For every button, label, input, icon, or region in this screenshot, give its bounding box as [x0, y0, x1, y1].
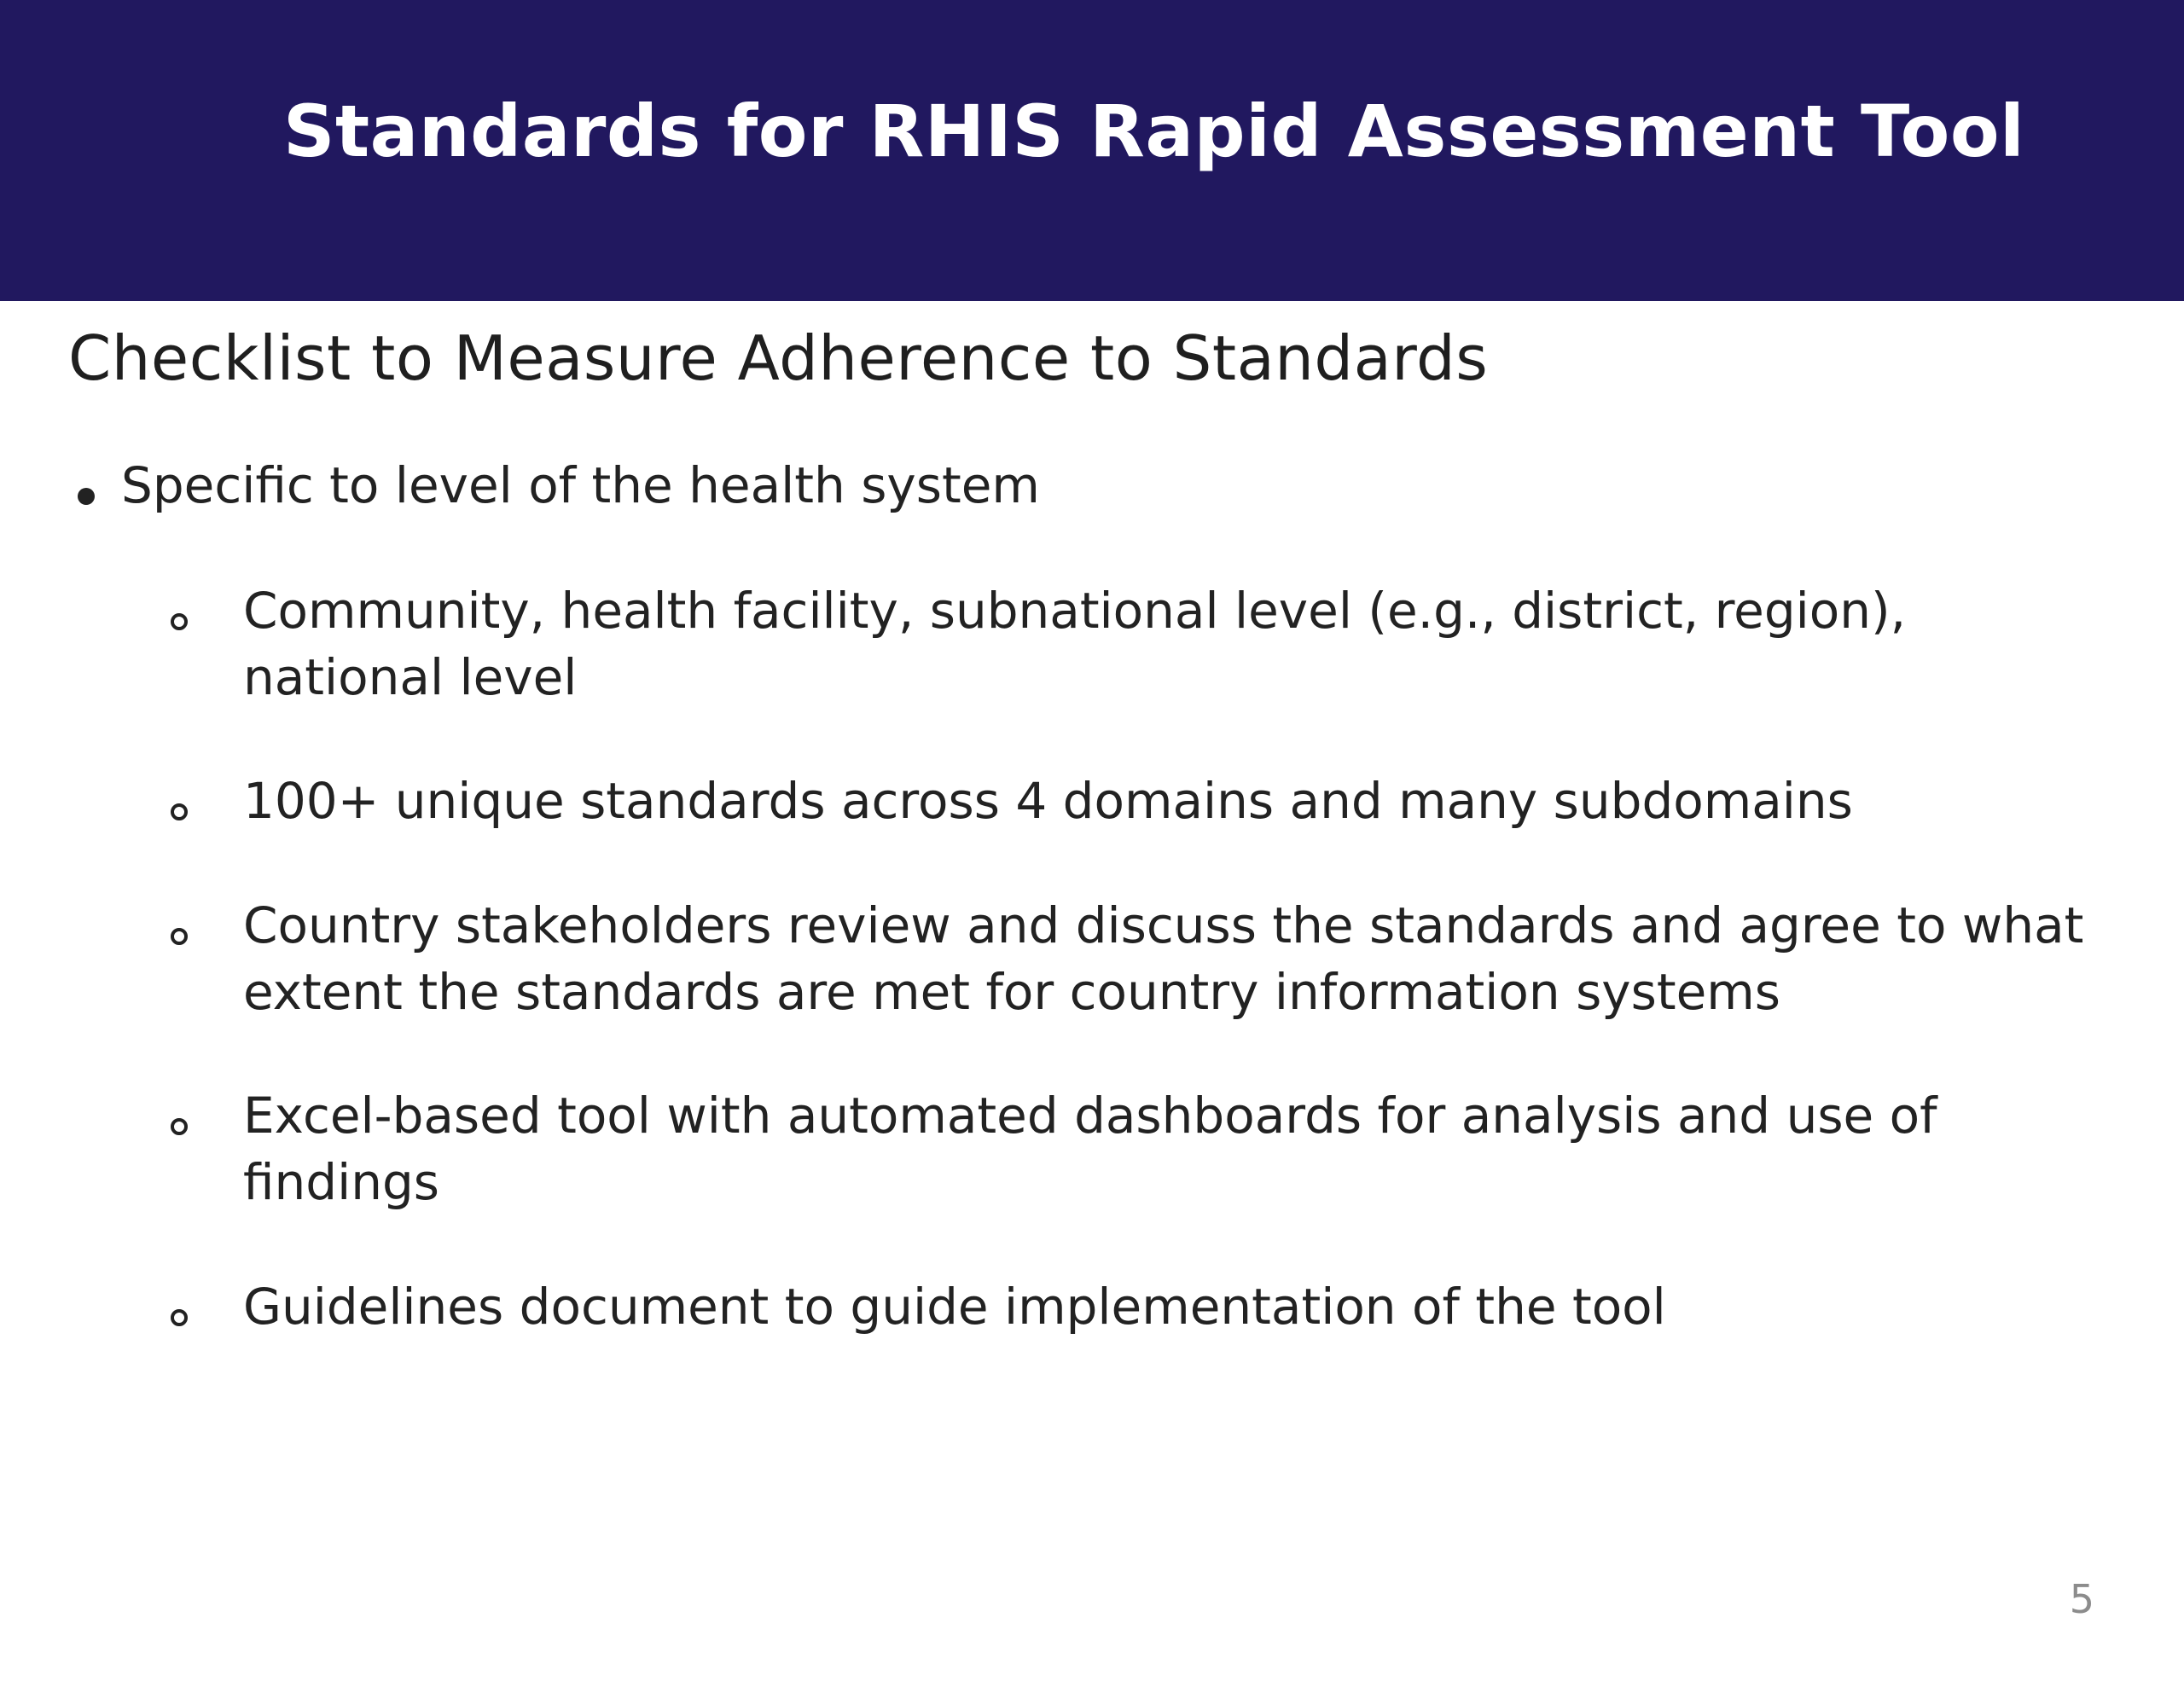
sub-bullet-text: Community, health facility, subnational level (e.g., district, region), national level: [243, 582, 1907, 706]
hollow-circle-bullet-icon: [171, 803, 188, 820]
title-banner: [0, 0, 2184, 301]
sub-bullet-text: 100+ unique standards across 4 domains and many subdomains: [243, 772, 1853, 830]
hollow-circle-bullet-icon: [171, 1118, 188, 1135]
page-number: 5: [2069, 1576, 2094, 1622]
sub-bullet-text: Excel-based tool with automated dashboards for analysis and use of findings: [243, 1087, 1937, 1211]
bullet-dot-icon: [78, 488, 95, 505]
slide-subtitle: Checklist to Measure Adherence to Standards: [68, 322, 1489, 394]
hollow-circle-bullet-icon: [171, 613, 188, 630]
sub-bullet-text: Guidelines document to guide implementation of the tool: [243, 1278, 1666, 1336]
sub-bullet-text: Country stakeholders review and discuss the standards and agree to what extent the standards are met for country information systems: [243, 896, 2084, 1021]
bullet-text: Specific to level of the health system: [121, 456, 1040, 514]
hollow-circle-bullet-icon: [171, 1309, 188, 1326]
slide-title: Standards for RHIS Rapid Assessment Tool: [283, 90, 2025, 173]
hollow-circle-bullet-icon: [171, 928, 188, 945]
